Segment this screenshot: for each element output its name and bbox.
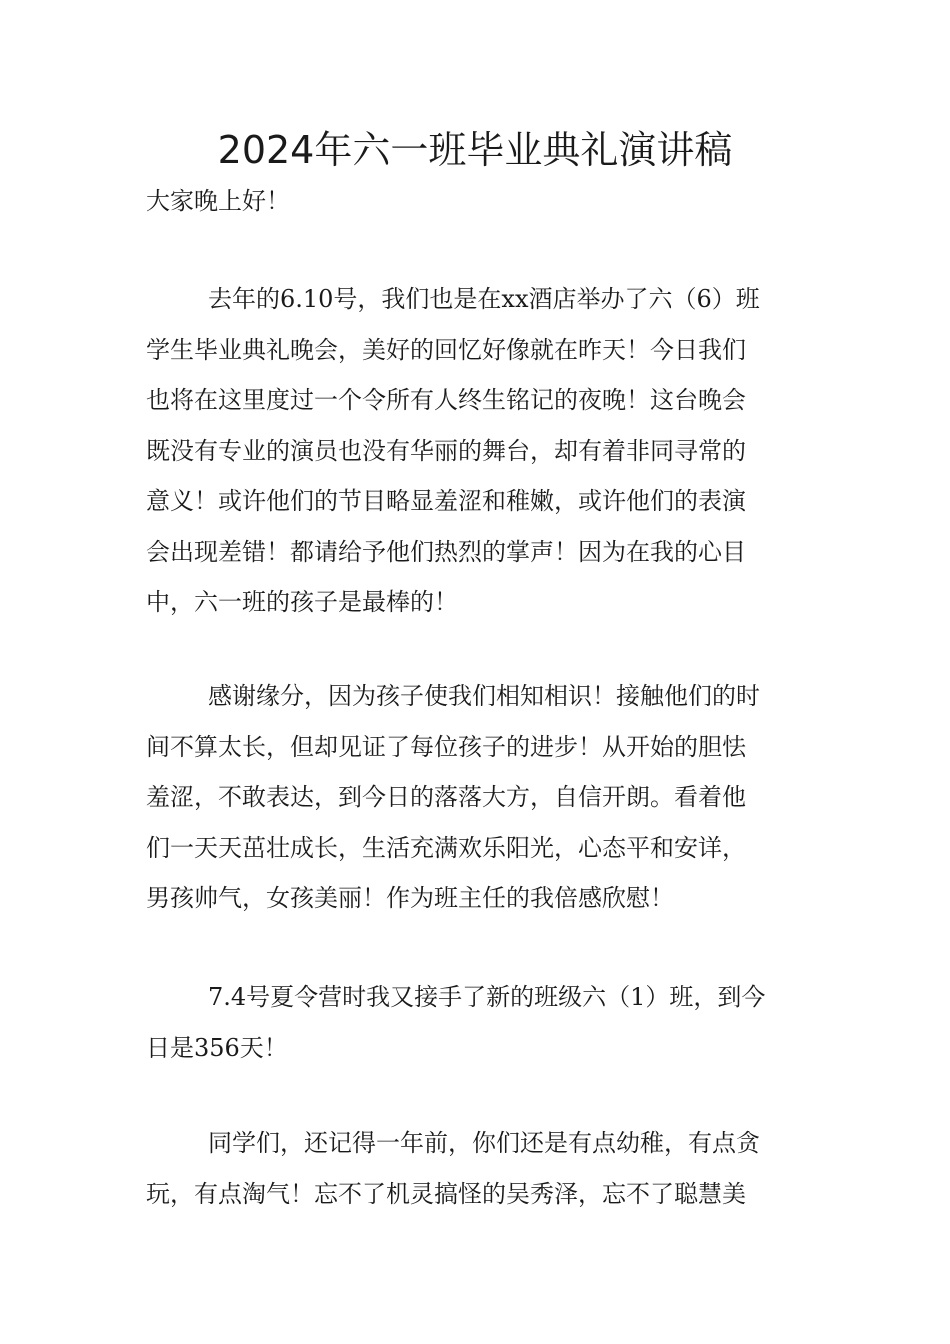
paragraph-4 xyxy=(146,1118,806,1219)
paragraph-line: 会出现差错！都请给予他们热烈的掌声！因为在我的心目 xyxy=(146,537,746,566)
paragraph-3 xyxy=(146,972,806,1073)
paragraph-line: 学生毕业典礼晚会，美好的回忆好像就在昨天！今日我们 xyxy=(146,335,746,364)
paragraph-line: 间不算太长，但却见证了每位孩子的进步！从开始的胆怯 xyxy=(146,732,746,761)
paragraph-line: 同学们，还记得一年前，你们还是有点幼稚，有点贪 xyxy=(208,1129,760,1157)
paragraph-line: 7.4号夏令营时我又接手了新的班级六（1）班，到今 xyxy=(208,983,766,1011)
paragraph-line: 中，六一班的孩子是最棒的！ xyxy=(146,588,458,616)
paragraph-line: 男孩帅气，女孩美丽！作为班主任的我倍感欣慰！ xyxy=(146,884,674,912)
paragraph-line: 感谢缘分，因为孩子使我们相知相识！接触他们的时 xyxy=(208,682,760,710)
paragraph-line: 日是356天！ xyxy=(146,1033,288,1062)
paragraph-line: 们一天天茁壮成长，生活充满欢乐阳光，心态平和安详， xyxy=(146,833,746,862)
paragraph-2 xyxy=(146,671,806,924)
paragraph-1 xyxy=(146,274,806,628)
paragraph-line: 去年的6.10号，我们也是在xx酒店举办了六（6）班 xyxy=(208,285,760,313)
paragraph-line: 玩，有点淘气！忘不了机灵搞怪的吴秀泽，忘不了聪慧美 xyxy=(146,1179,746,1208)
paragraph-line: 既没有专业的演员也没有华丽的舞台，却有着非同寻常的 xyxy=(146,436,746,465)
greeting-line: 大家晚上好！ xyxy=(146,187,290,215)
paragraph-line: 羞涩，不敢表达，到今日的落落大方，自信开朗。看着他 xyxy=(146,783,746,811)
paragraph-line: 意义！或许他们的节目略显羞涩和稚嫩，或许他们的表演 xyxy=(146,487,746,515)
document-title: 2024年六一班毕业典礼演讲稿 xyxy=(217,128,733,172)
paragraph-line: 也将在这里度过一个令所有人终生铭记的夜晚！这台晚会 xyxy=(146,386,746,414)
